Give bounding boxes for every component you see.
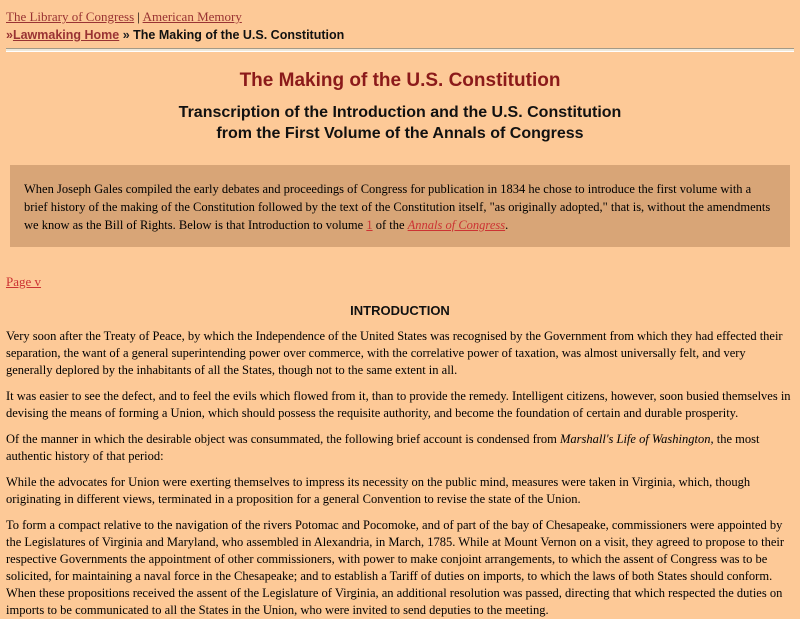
american-memory-link[interactable]: American Memory (142, 9, 242, 24)
breadcrumb-separator: | (137, 9, 141, 24)
paragraph-5: To form a compact relative to the navigation of the rivers Potomac and Pocomoke, and of part of the bay of Chesapeake, commissioners were appointed by the Legislatures of Virginia and Maryland, who assembled in Alexandria, in March, 1785. While at Mount Vernon on a visit, they agreed to propose to their respective Governments the appointment of other commissioners, with power to make conjoint arrangements, to which the assent of Congress was to be solicited, for maintaining a naval force in the Chesapeake; and to establish a Tariff of duties on imports, to which the laws of both States should conform. When these propositions received the assent of the Legislature of Virginia, an additional resolution was passed, directing that which respected the duties on imports to be communicated to all the States in the Union, who were invited to send deputies to the meeting. (6, 518, 785, 617)
page-v-link[interactable]: Page v (6, 274, 42, 289)
chevron-right-icon: » (122, 28, 130, 42)
paragraph-1: Very soon after the Treaty of Peace, by which the Independence of the United States was recognised by the Government from which they had effected their separation, the want of a general superintending power over commerce, with the correlative power of taxation, was almost universally felt, and very generally deplored by the inhabitants of all the States, though not to the same extent in all. (6, 329, 783, 377)
introduction-body (6, 328, 794, 619)
paragraph-3-text: Of the manner in which the desirable object was consummated, the following brief account is condensed from (6, 432, 560, 446)
book-title-italic: Marshall's Life of Washington, (560, 432, 714, 446)
chevron-right-icon: » (6, 28, 13, 42)
paragraph-3 (6, 431, 794, 465)
intro-box-text-end: . (505, 218, 509, 232)
breadcrumb-line2 (6, 28, 794, 42)
lawmaking-home-link[interactable]: Lawmaking Home (12, 28, 120, 42)
intro-box-text-mid: of the (372, 218, 408, 232)
paragraph-3-text-after: the most authentic history of that period: (6, 432, 760, 463)
page-v-row (6, 274, 794, 290)
introduction-heading: INTRODUCTION (350, 303, 450, 318)
breadcrumb (6, 9, 794, 25)
intro-box-text: When Joseph Gales compiled the early debates and proceedings of Congress for publication in 1834 he chose to introduce the first volume with a brief history of the making of the Constitution followed by the text of the Constitution itself, "as originally adopted," that is, without the amendments we know as the Bill of Rights. Below is that Introduction to volume (24, 182, 771, 232)
paragraph-4: While the advocates for Union were exerting themselves to impress its necessity on the public mind, measures were taken in Virginia, which, though originating in different views, terminated in a proposition for a general Convention to revise the state of the Union. (6, 475, 751, 506)
breadcrumb-current-page: The Making of the U.S. Constitution (133, 28, 345, 42)
intro-summary-box (10, 165, 790, 247)
subtitle-line1: Transcription of the Introduction and the U.S. Constitution (178, 104, 622, 121)
page-title: The Making of the U.S. Constitution (239, 70, 561, 91)
paragraph-2: It was easier to see the defect, and to feel the evils which flowed from it, than to provide the remedy. Intelligent citizens, however, soon busied themselves in devising the means of forming a Union, which should possess the requisite authority, and become the foundation of certain and durable prosperity. (6, 389, 791, 420)
library-of-congress-link[interactable]: The Library of Congress (6, 9, 135, 24)
volume-1-link[interactable]: 1 (366, 218, 373, 232)
annals-of-congress-link[interactable]: Annals of Congress (407, 218, 506, 232)
horizontal-rule (6, 48, 794, 52)
page-subtitle (6, 102, 794, 144)
subtitle-line2: from the First Volume of the Annals of Congress (216, 125, 584, 142)
